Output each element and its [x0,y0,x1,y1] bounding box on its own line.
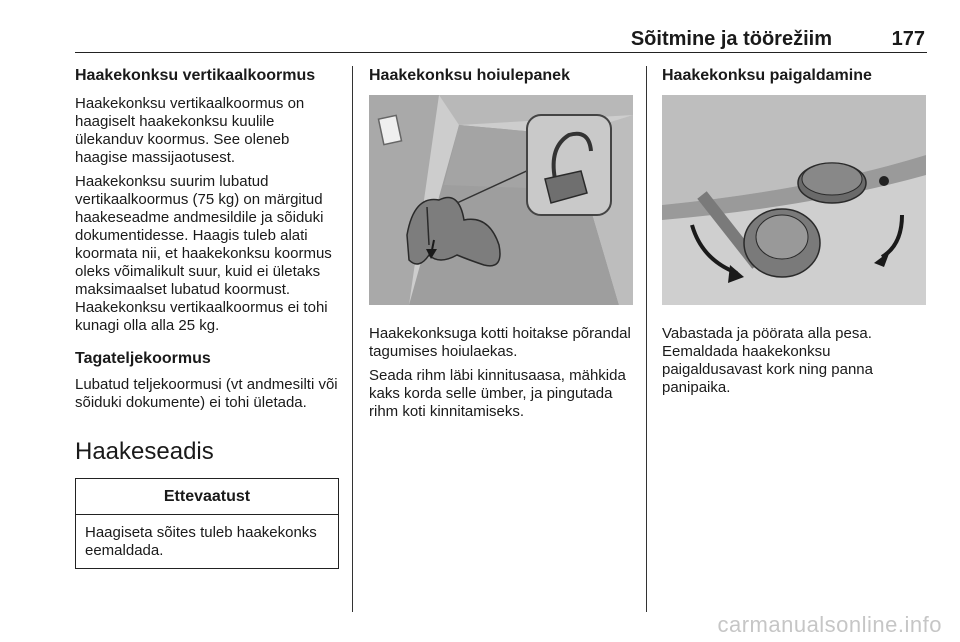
illustration-installation [662,95,926,305]
watermark: carmanualsonline.info [717,612,942,637]
section-heading-rear-axle-load: Tagateljekoormus [75,350,211,367]
paragraph: Vabastada ja pöörata alla pesa. Eemaldada haakekonksu paigaldusavast kork ning panna panipaika. [662,325,873,396]
column-divider [352,66,353,612]
socket-installation-illustration [662,95,926,305]
illustration-storage [369,95,633,305]
column-divider [646,66,647,612]
section-heading-installation: Haakekonksu paigaldamine [662,67,872,84]
paragraph: Seada rihm läbi kinnitusaasa, mähkida kaks korda selle ümber, ja pingutada rihm koti kinnitamiseks. [369,367,626,420]
page-number: 177 [891,28,925,50]
caution-title: Ettevaatust [76,479,338,515]
caution-box [75,478,339,569]
column-middle [369,66,633,427]
section-heading-vertical-load: Haakekonksu vertikaalkoormus [75,67,316,84]
paragraph: Lubatud teljekoormusi (vt andmesilti või sõiduki dokumente) ei tohi ületada. [75,376,338,411]
page-header [75,26,927,53]
caution-text: Haagiseta sõites tuleb haakekonks eemaldada. [85,524,317,559]
trunk-storage-illustration [369,95,633,305]
column-right [662,66,926,403]
header-title: Sõitmine ja töörežiim [630,28,832,50]
column-left [75,66,341,569]
paragraph: Haakekonksuga kotti hoitakse põrandal tagumises hoiulaekas. [369,325,631,360]
paragraph: Haakekonksu suurim lubatud vertikaalkoormus (75 kg) on märgitud haakeseadme andmesildile ja sõiduki dokumentidesse. Haagis tuleb alati koormata nii, et haakekonksu koormus oleks võimalikult suur, kuid ei ületaks maksimaalset lubatud koormust. Haakekonksu vertikaalkoormus ei tohi kunagi olla alla 25 kg. [75,173,332,334]
section-heading-storage: Haakekonksu hoiulepanek [369,67,570,84]
chapter-heading-towing-device: Haakeseadis [75,438,214,465]
paragraph: Haakekonksu vertikaalkoormus on haagiselt haakekonksu kuulile ülekanduv koormus. See oleneb haagise massijaotusest. [75,95,305,166]
